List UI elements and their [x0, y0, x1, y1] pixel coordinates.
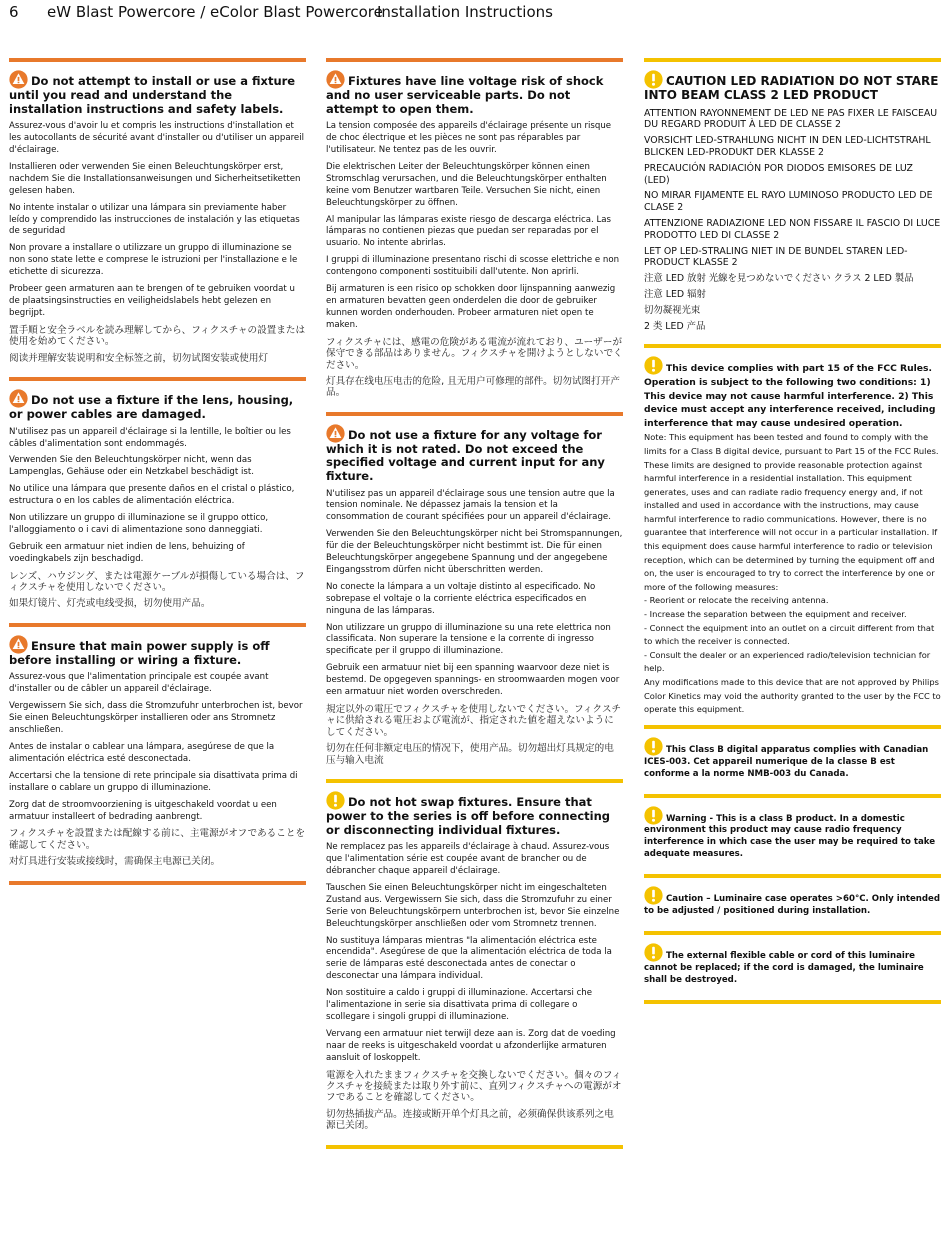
caution-line: 2 类 LED 产品 [644, 320, 706, 332]
paragraph: N'utilisez pas un appareil d'éclairage si la lentille, le boîtier ou les câbles d'alimentation sont endommagés. [9, 426, 291, 449]
paragraph: No intente instalar o utilizar una lámpara sin previamente haber leído y comprendido las instrucciones de instalación y las etiquetas de seguridad [9, 202, 300, 237]
paragraph-chinese: 对灯具进行安装或接线时，需确保主电源已关闭。 [9, 856, 221, 868]
fcc-closing: Any modifications made to this device that are not approved by Philips Color Kinetics may void the authority granted to the user by the FCC to operate this equipment. [644, 677, 941, 715]
paragraph-japanese: 電源を入れたままフィクスチャを交換しないでください。個々のフィクスチャを接続または取り外す前に、直列フィクスチャへの電源がオフであることを確認してください。 [326, 1069, 622, 1104]
warning-triangle-icon [326, 70, 345, 89]
exclamation-circle-icon [644, 886, 663, 905]
exclamation-circle-icon [644, 356, 663, 375]
warning-section [326, 58, 623, 412]
product-title: eW Blast Powercore / eColor Blast Powercore [47, 3, 383, 21]
exclamation-circle-icon [326, 791, 345, 810]
led-caution-section [644, 58, 941, 344]
middle-column [326, 58, 623, 1149]
heading-text: CAUTION LED RADIATION DO NOT STARE INTO BEAM CLASS 2 LED PRODUCT [644, 74, 939, 102]
paragraph: Accertarsi che la tensione di rete principale sia disattivata prima di installare o cablare un gruppo di illuminazione. [9, 770, 298, 793]
warning-section [326, 412, 623, 779]
warning-triangle-icon [9, 389, 28, 408]
paragraph: Antes de instalar o cablear una lámpara, asegúrese de que la alimentación eléctrica esté desconectada. [9, 742, 275, 764]
notice-section [326, 779, 623, 1145]
paragraph-japanese: フィクスチャには、感電の危険がある電流が流れており、ユーザーが保守できる部品はありません。フィクスチャを開けようとしないでください。 [326, 336, 623, 371]
heading-text: Fixtures have line voltage risk of shock and no user serviceable parts. Do not attempt to open them. [326, 74, 604, 116]
fcc-lead-text: This device complies with part 15 of the FCC Rules. Operation is subject to the following two conditions: 1) This device may not cause harmful interference. 2) This device must accept any interference received, including interference that may cause undesired operation. [644, 363, 936, 429]
fcc-section [644, 344, 941, 724]
heading-text: Do not hot swap fixtures. Ensure that power to the series is off before connecting or disconnecting individual fixtures. [326, 795, 611, 837]
caution-heading [644, 70, 941, 103]
caution-line: NO MIRAR FIJAMENTE EL RAYO LUMINOSO PRODUCTO LED DE CLASE 2 [644, 190, 933, 214]
exclamation-circle-icon [644, 806, 663, 825]
notice-section [644, 725, 941, 794]
paragraph: La tension composée des appareils d'éclairage présente un risque de choc électrique et les pièces ne sont pas réparables par l'utilisateur. Ne tentez pas de les ouvrir. [326, 121, 612, 155]
heading-text: Do not attempt to install or use a fixture until you read and understand the installation instructions and safety labels. [9, 74, 296, 116]
paragraph: Ne remplacez pas les appareils d'éclairage à chaud. Assurez-vous que l'alimentation série est coupée avant de brancher ou de débrancher chaque appareil d'éclairage. [326, 842, 610, 877]
right-column [644, 58, 941, 1004]
paragraph: Vervang een armatuur niet terwijl deze aan is. Zorg dat de voeding naar de reeks is uitgeschakeld voordat u afzonderlijke armaturen aansluit of loskoppelt. [326, 1028, 616, 1063]
caution-line: ATTENTION RAYONNEMENT DE LED NE PAS FIXER LE FAISCEAU DU REGARD PRODUIT À LED DE CLASSE 2 [644, 107, 938, 131]
fcc-bullet: - Consult the dealer or an experienced radio/television technician for help. [644, 649, 931, 674]
notice-text [644, 737, 941, 781]
paragraph: Vergewissern Sie sich, dass die Stromzufuhr unterbrochen ist, bevor Sie einen Beleuchtungskörper installieren oder ans Stromnetz anschließen. [9, 701, 303, 736]
fcc-bullet: - Increase the separation between the equipment and receiver. [644, 609, 907, 620]
paragraph: Assurez-vous d'avoir lu et compris les instructions d'installation et les autocollants de sécurité avant d'installer ou d'utiliser un appareil d'éclairage. [9, 121, 304, 155]
section-divider [9, 881, 306, 885]
paragraph-chinese: 切勿热插拔产品。连接或断开单个灯具之前，必须确保供该系列之电源已关闭。 [326, 1108, 614, 1132]
warning-section [9, 377, 306, 623]
paragraph: Die elektrischen Leiter der Beleuchtungskörper können einen Stromschlag verursachen, und die Beleuchtungskörper enthalten keine vom Benutzer wartbaren Teile. Versuchen Sie nicht, einen Beleuchtungskörper zu öffnen. [326, 161, 607, 208]
paragraph: Non utilizzare un gruppo di illuminazione se il gruppo ottico, l'alloggiamento o i cavi di alimentazione sono danneggiati. [9, 513, 269, 535]
paragraph: Non sostituire a caldo i gruppi di illuminazione. Accertarsi che l'alimentazione in serie sia disattivata prima di collegare o scollegare i singoli gruppi di illuminazione. [326, 988, 593, 1022]
section-divider [326, 1145, 623, 1149]
caution-line: 注意 LED 辐射 [644, 288, 706, 300]
notice-body: This Class B digital apparatus complies with Canadian ICES-003. Cet appareil numerique de la classe B est conforme a la norme NMB-003 du Canada. [644, 744, 929, 779]
paragraph-japanese: レンズ、ハウジング、または電源ケーブルが損傷している場合は、フィクスチャを使用しないでください。 [9, 570, 305, 594]
notice-section [644, 931, 941, 1000]
notice-text [644, 943, 941, 987]
heading-text: Do not use a fixture for any voltage for which it is not rated. Do not exceed the specified voltage and current input for any fixture. [326, 427, 605, 483]
notice-body: Caution – Luminaire case operates >60°C. Only intended to be adjusted / positioned during installation. [644, 894, 941, 917]
notice-section [644, 794, 941, 875]
paragraph-japanese: フィクスチャを設置または配線する前に、主電源がオフであることを確認してください。 [9, 828, 306, 851]
paragraph: No utilice una lámpara que presente daños en el cristal o plástico, estructura o en los cables de alimentación eléctrica. [9, 484, 295, 507]
notice-body: Warning - This is a class B product. In a domestic environment this product may cause radio frequency interference in which case the user may be required to take adequate measures. [644, 813, 936, 860]
paragraph-chinese: 阅读并理解安装说明和安全标签之前，切勿试图安装或使用灯 [9, 352, 269, 364]
warning-heading [9, 70, 306, 116]
paragraph-chinese: 灯具存在线电压电击的危险, 且无用户可修理的部件。切勿试图打开产品。 [326, 375, 620, 399]
left-column [9, 58, 306, 885]
fcc-bullet: - Connect the equipment into an outlet on a circuit different from that to which the receiver is connected. [644, 622, 935, 647]
paragraph: No conecte la lámpara a un voltaje distinto al especificado. No sobrepase el voltaje o la corriente eléctrica especificados en ninguna de las lámparas. [326, 581, 596, 616]
warning-heading [326, 424, 623, 484]
paragraph: Al manipular las lámparas existe riesgo de descarga eléctrica. Las lámparas no contienen piezas que puedan ser reparadas por el usuario. No intente abrirlas. [326, 214, 611, 249]
paragraph: Assurez-vous que l'alimentation principale est coupée avant d'installer ou de câbler un appareil d'éclairage. [9, 672, 269, 695]
page-header [9, 3, 553, 21]
section-title: Installation Instructions [377, 3, 553, 21]
paragraph: Bij armaturen is een risico op schokken door lijnspanning aanwezig en armaturen bevatten geen onderdelen die door de gebruiker kunnen worden onderhouden. Probeer armaturen niet open te maken. [326, 284, 616, 330]
exclamation-circle-icon [644, 943, 663, 962]
paragraph: Installieren oder verwenden Sie einen Beleuchtungskörper erst, nachdem Sie die Installationsanweisungen und Sicherheitsetiketten gelesen haben. [9, 161, 301, 196]
paragraph: Tauschen Sie einen Beleuchtungskörper nicht im eingeschalteten Zustand aus. Vergewissern Sie sich, dass die Stromzufuhr zu einer Serie von Beleuchtungskörpern unterbrochen ist, bevor Sie einzelne Beleuchtungskörper anschließen oder vom Stromnetz trennen. [326, 882, 620, 929]
warning-triangle-icon [9, 635, 28, 654]
paragraph: Non provare a installare o utilizzare un gruppo di illuminazione se non sono state lette e comprese le istruzioni per l'installazione e le etichette di sicurezza. [9, 243, 298, 278]
exclamation-circle-icon [644, 737, 663, 756]
paragraph: Verwenden Sie den Beleuchtungskörper nicht bei Stromspannungen, für die der Beleuchtungskörper nicht bestimmt ist. Die für einen Beleuchtungskörper angegebene Spannung und der angegebene Eingangsstrom dürfen nicht überschritten werden. [326, 529, 623, 575]
notice-text [644, 886, 941, 918]
notice-body: The external flexible cable or cord of this luminaire cannot be replaced; if the cord is damaged, the luminaire shall be destroyed. [644, 950, 924, 985]
caution-line: LET OP LED-STRALING NIET IN DE BUNDEL STAREN LED-PRODUCT KLASSE 2 [644, 245, 908, 269]
notice-text [644, 806, 941, 862]
paragraph-japanese: 規定以外の電圧でフィクスチャを使用しないでください。フィクスチャに供給される電圧および電流が、指定された値を超えないようにしてください。 [326, 704, 622, 738]
warning-heading [9, 635, 306, 668]
paragraph: Zorg dat de stroomvoorziening is uitgeschakeld voordat u een armatuur installeert of bedrading aanbrengt. [9, 799, 277, 822]
heading-text: Ensure that main power supply is off before installing or wiring a fixture. [9, 638, 270, 667]
caution-line: PRECAUCIÓN RADIACIÓN POR DIODOS EMISORES DE LUZ (LED) [644, 162, 913, 186]
paragraph: Probeer geen armaturen aan te brengen of te gebruiken voordat u de plaatsingsinstructies en veiligheidslabels hebt gelezen en begrijpt. [9, 284, 295, 318]
paragraph: Non utilizzare un gruppo di illuminazione su una rete elettrica non classificata. Non superare la tensione e la corrente di ingresso specificate per il gruppo di illuminazione. [326, 622, 611, 657]
warning-heading [9, 389, 306, 422]
paragraph: I gruppi di illuminazione presentano rischi di scosse elettriche e non contengono componenti sostituibili dall'utente. Non aprirli. [326, 255, 620, 278]
warning-section [9, 58, 306, 377]
paragraph: Gebruik een armatuur niet bij een spanning waarvoor deze niet is bestemd. De opgegeven spannings- en stroomwaarden mogen voor een armatuur niet worden overschreden. [326, 663, 620, 698]
fcc-bullet: - Reorient or relocate the receiving antenna. [644, 595, 829, 606]
paragraph-chinese: 切勿在任何非额定电压的情况下，使用产品。切勿超出灯具规定的电压与输入电流 [326, 743, 614, 766]
heading-text: Do not use a fixture if the lens, housing, or power cables are damaged. [9, 393, 294, 421]
notice-heading [326, 791, 623, 837]
warning-triangle-icon [9, 70, 28, 89]
paragraph-japanese: 置手順と安全ラベルを読み理解してから、フィクスチャの設置または使用を始めてください。 [9, 324, 306, 348]
section-divider [644, 1000, 941, 1004]
caution-line: ATTENZIONE RADIAZIONE LED NON FISSARE IL FASCIO DI LUCE PRODOTTO LED DI CLASSE 2 [644, 217, 941, 241]
paragraph: No sustituya lámparas mientras "la alimentación eléctrica este encendida". Asegúrese de que la alimentación eléctrica de toda la serie de lámparas esté desconectada antes de conectar o desconectar una lámpara individual. [326, 935, 612, 982]
caution-line: VORSICHT LED-STRAHLUNG NICHT IN DEN LED-LICHTSTRAHL BLICKEN LED-PRODUKT DER KLASSE 2 [644, 135, 931, 158]
notice-section [644, 874, 941, 931]
caution-line: 切勿凝视光束 [644, 304, 701, 316]
fcc-lead [644, 356, 941, 430]
paragraph: Gebruik een armatuur niet indien de lens, behuizing of voedingkabels zijn beschadigd. [9, 541, 245, 564]
page-number: 6 [9, 3, 19, 21]
fcc-note: Note: This equipment has been tested and found to comply with the limits for a Class B digital device, pursuant to Part 15 of the FCC Rules. These limits are designed to provide reasonable protection against harmful interference in a residential installation. This equipment generates, uses and can radiate radio frequency energy and, if not installed and used in accordance with the instructions, may cause harmful interference to radio communications. However, there is no guarantee that interference will not occur in a particular installation. If this equipment does cause harmful interference to radio or television reception, which can be determined by turning the equipment off and on, the user is encouraged to try to correct the interference by one or more of the following measures: [644, 432, 939, 592]
warning-heading [326, 70, 623, 116]
paragraph: Verwenden Sie den Beleuchtungskörper nicht, wenn das Lampenglas, Gehäuse oder ein Netzkabel beschädigt ist. [9, 455, 254, 478]
warning-section [9, 623, 306, 881]
paragraph: N'utilisez pas un appareil d'éclairage sous une tension autre que la tension nominale. Ne dépassez jamais la tension et la consommation de courant spécifiées pour un appareil d'éclairage. [326, 488, 615, 523]
paragraph-chinese: 如果灯镜片、灯壳或电线受损，切勿使用产品。 [9, 598, 211, 610]
exclamation-circle-icon [644, 70, 663, 89]
caution-line: 注意 LED 放射 光線を見つめないでください クラス 2 LED 製品 [644, 273, 914, 285]
warning-triangle-icon [326, 424, 345, 443]
